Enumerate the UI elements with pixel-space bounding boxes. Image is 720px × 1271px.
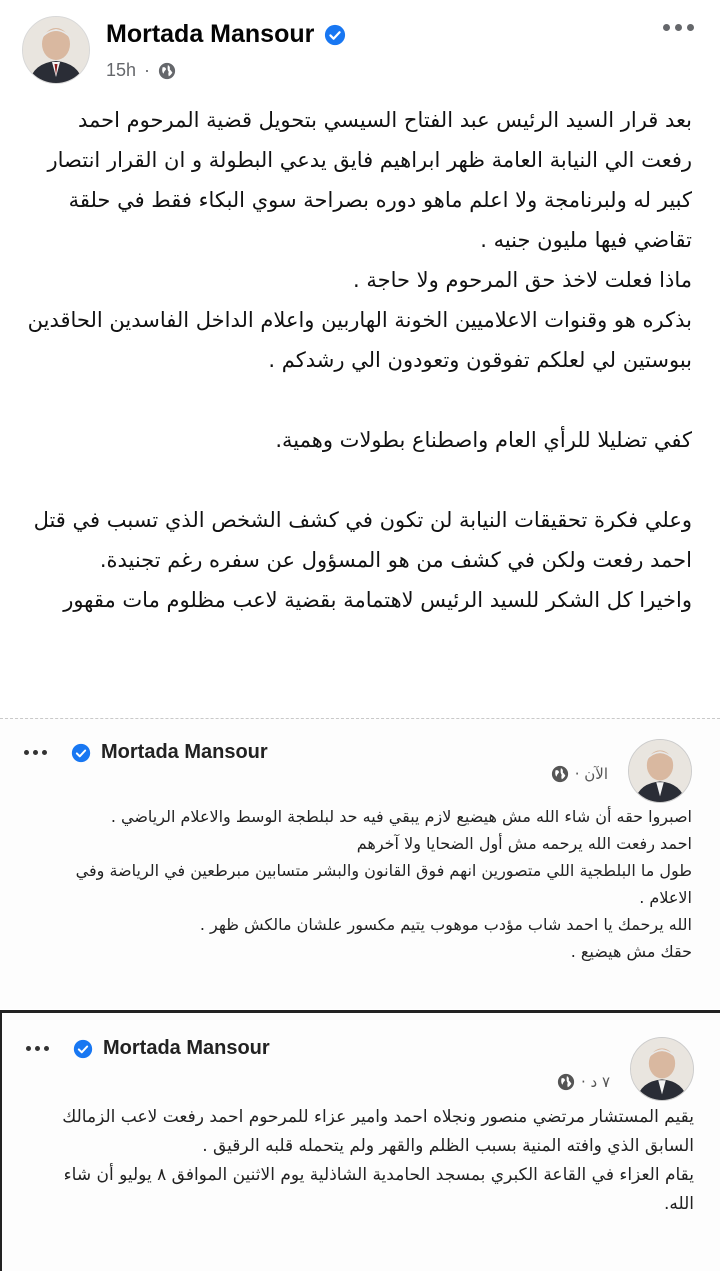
embedded-post-image-2[interactable] [0, 1010, 720, 1271]
post-paragraph: ماذا فعلت لاخذ حق المرحوم ولا حاجة . [353, 268, 692, 292]
paragraph-gap [24, 460, 692, 500]
post-header [0, 0, 720, 96]
post-paragraph: كفي تضليلا للرأي العام واصطناع بطولات وهمية. [275, 428, 692, 452]
embedded-line: حقك مش هيضيع . [570, 942, 692, 961]
post-body [24, 100, 692, 620]
embedded-line: احمد رفعت الله يرحمه مش أول الضحايا ولا آخرهم [356, 834, 692, 853]
embedded-avatar [628, 739, 692, 803]
globe-icon [551, 765, 569, 783]
more-options-icon [24, 750, 47, 755]
verified-badge-icon [73, 1039, 93, 1059]
embedded-avatar [630, 1037, 694, 1101]
embedded-time: الآن · [574, 765, 608, 783]
post-paragraph: وعلي فكرة تحقيقات النيابة لن تكون في كشف الشخص الذي تسبب في قتل احمد رفعت ولكن في كشف من هو المسؤول عن سفره رغم تجنيدة. [33, 508, 692, 572]
globe-icon [557, 1073, 575, 1091]
post-paragraph: واخيرا كل الشكر للسيد الرئيس لاهتمامة بقضية لاعب مظلوم مات مقهور [63, 588, 692, 612]
embedded-line: يقام العزاء في القاعة الكبري بمسجد الحامدية الشاذلية يوم الاثنين الموافق ٨ يوليو أن شاء الله. [63, 1165, 694, 1214]
author-avatar[interactable] [22, 16, 90, 84]
more-options-icon[interactable] [663, 24, 694, 31]
embedded-line: اصبروا حقه أن شاء الله مش هيضيع لازم يبقي فيه حد لبلطجة الوسط والاعلام الرياضي . [110, 807, 692, 826]
embedded-line: يقيم المستشار مرتضي منصور ونجلاه احمد وامير عزاء للمرحوم احمد رفعت لاعب الزمالك السابق الذي وافته المنية بسبب الظلم والقهر ولم يتحمله قلبه الرقيق . [62, 1107, 694, 1156]
embedded-line: طول ما البلطجية اللي متصورين انهم فوق القانون والبشر متسابين مبرطعين في الرياضة وفي الاعلام . [75, 861, 692, 907]
verified-badge-icon [324, 24, 346, 46]
verified-badge-icon [71, 743, 91, 763]
post-paragraph: بعد قرار السيد الرئيس عبد الفتاح السيسي بتحويل قضية المرحوم احمد رفعت الي النيابة العامة ظهر ابراهيم فايق يدعي البطولة و ان القرار انتصار كبير له ولبرنامجة ولا اعلم ماهو دوره بصراحة سوي البكاء فقط في حلقة تقاضي فيها مليون جنيه . [47, 108, 692, 252]
embedded-text [32, 803, 692, 965]
embedded-text [34, 1103, 694, 1219]
embedded-author-name: Mortada Mansour [101, 741, 268, 763]
meta-separator: · [144, 60, 151, 80]
embedded-post-image-1[interactable] [0, 718, 720, 1009]
author-name[interactable]: Mortada Mansour [106, 20, 315, 48]
post-time[interactable]: 15h [106, 60, 137, 80]
paragraph-gap [24, 380, 692, 420]
embedded-line: الله يرحمك يا احمد شاب مؤدب موهوب يتيم مكسور علشان مالكش ظهر . [199, 915, 692, 934]
more-options-icon [26, 1046, 49, 1051]
globe-icon[interactable] [158, 62, 176, 80]
embedded-time: ٧ د · [580, 1073, 610, 1091]
post-paragraph: بذكره هو وقنوات الاعلاميين الخونة الهاربين واعلام الداخل الفاسدين الحاقدين ببوستين لي لعلكم تفوقون وتعودون الي رشدكم . [27, 308, 692, 372]
embedded-author-name: Mortada Mansour [103, 1037, 270, 1059]
